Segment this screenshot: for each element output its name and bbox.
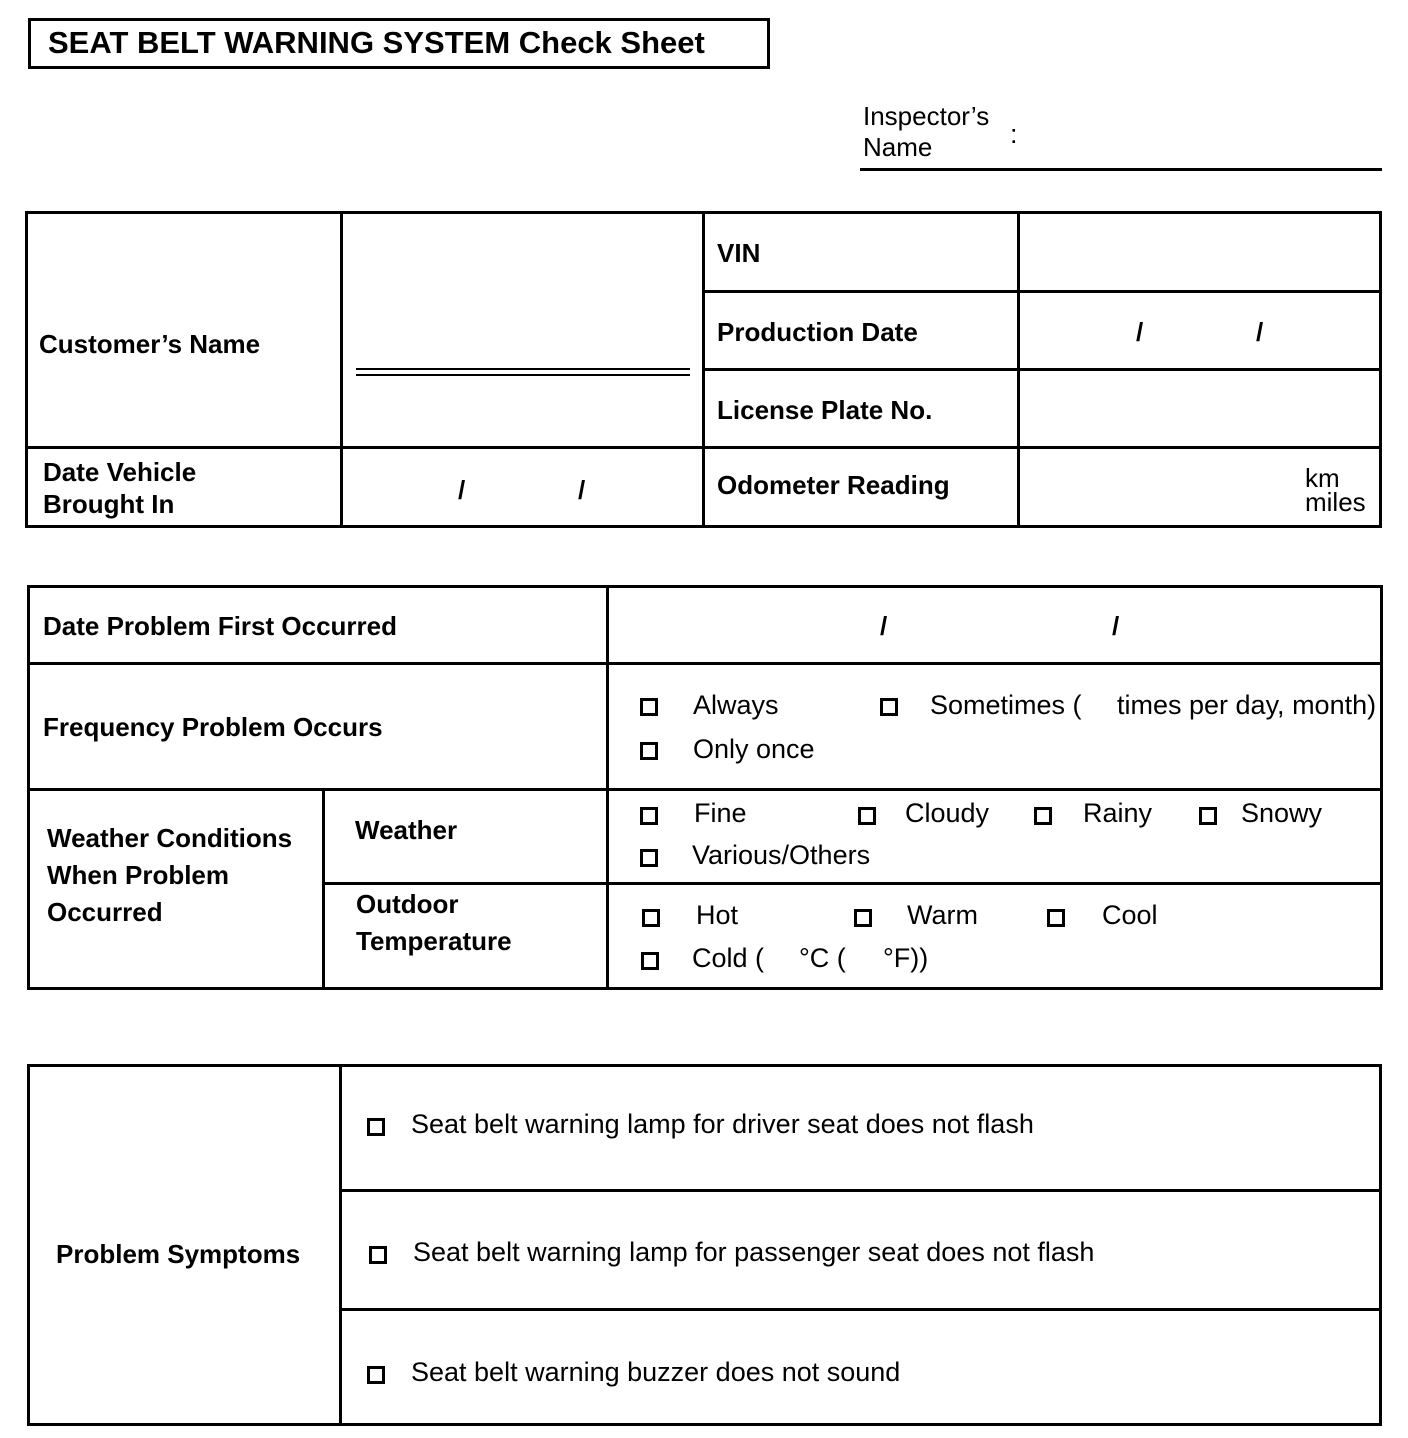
date-slash: / [880, 611, 888, 641]
checkbox-cool[interactable] [1047, 909, 1065, 927]
option-sometimes: Sometimes ( [930, 690, 1082, 720]
checkbox-buzzer[interactable] [367, 1366, 385, 1384]
label-line: Temperature [356, 926, 512, 956]
option-various: Various/Others [692, 840, 871, 870]
checkbox-cloudy[interactable] [858, 807, 876, 825]
divider [339, 1064, 342, 1426]
option-cold: Cold ( [692, 943, 765, 973]
inspector-name-field[interactable] [860, 168, 1382, 171]
option-snowy: Snowy [1241, 798, 1323, 828]
page-title: SEAT BELT WARNING SYSTEM Check Sheet [48, 25, 705, 60]
date-slash: / [1256, 317, 1264, 347]
customer-name-line [356, 374, 690, 376]
label-line: Weather Conditions [47, 823, 293, 853]
license-plate-label: License Plate No. [717, 395, 933, 425]
date-slash: / [1112, 611, 1120, 641]
inspector-label-line2: Name [863, 132, 933, 162]
option-fine: Fine [694, 798, 747, 828]
checkbox-cold[interactable] [641, 952, 659, 970]
label-line: Outdoor [356, 889, 459, 919]
symptom-driver-lamp: Seat belt warning lamp for driver seat does not flash [411, 1109, 1034, 1139]
label-line: Brought In [43, 489, 175, 519]
divider [702, 290, 1382, 293]
outdoor-temperature-label [356, 886, 512, 960]
option-warm: Warm [907, 900, 978, 930]
divider [339, 1189, 1382, 1192]
unit-miles: miles [1305, 487, 1366, 517]
option-always: Always [693, 690, 779, 720]
problem-symptoms-label: Problem Symptoms [56, 1239, 301, 1269]
odometer-label: Odometer Reading [717, 470, 950, 500]
odometer-units [1305, 463, 1366, 517]
checkbox-sometimes[interactable] [880, 698, 898, 716]
inspector-name-label [863, 101, 989, 163]
option-only-once: Only once [693, 734, 815, 764]
checkbox-driver-lamp[interactable] [367, 1118, 385, 1136]
date-brought-in-label [43, 456, 196, 520]
weather-label: Weather [355, 815, 458, 845]
weather-conditions-label [47, 820, 292, 931]
checkbox-fine[interactable] [640, 807, 658, 825]
date-slash: / [578, 475, 586, 505]
divider [27, 788, 1383, 791]
inspector-label-line1: Inspector’s [863, 101, 990, 131]
divider [27, 662, 1383, 665]
label-line: Date Vehicle [43, 457, 197, 487]
date-slash: / [458, 475, 466, 505]
checkbox-warm[interactable] [854, 909, 872, 927]
label-line: When Problem [47, 860, 230, 890]
date-first-occurred-label: Date Problem First Occurred [43, 611, 397, 641]
symptom-buzzer: Seat belt warning buzzer does not sound [411, 1357, 901, 1387]
production-date-label: Production Date [717, 317, 918, 347]
checkbox-hot[interactable] [642, 909, 660, 927]
unit-fahrenheit: °F)) [883, 943, 929, 973]
option-rainy: Rainy [1083, 798, 1153, 828]
checkbox-always[interactable] [640, 698, 658, 716]
option-sometimes-detail: times per day, month) [1117, 690, 1377, 720]
divider [322, 882, 1383, 885]
checkbox-passenger-lamp[interactable] [369, 1246, 387, 1264]
unit-celsius: °C ( [799, 943, 846, 973]
option-hot: Hot [696, 900, 739, 930]
divider [340, 211, 343, 528]
divider [25, 446, 1382, 449]
frequency-label: Frequency Problem Occurs [43, 712, 383, 742]
symptom-passenger-lamp: Seat belt warning lamp for passenger seat does not flash [413, 1237, 1095, 1267]
checkbox-rainy[interactable] [1034, 807, 1052, 825]
checkbox-snowy[interactable] [1199, 807, 1217, 825]
customer-name-label: Customer’s Name [39, 329, 261, 359]
divider [322, 788, 325, 990]
vin-label: VIN [717, 238, 761, 268]
divider [339, 1308, 1382, 1311]
option-cool: Cool [1102, 900, 1158, 930]
customer-name-field[interactable] [356, 368, 690, 370]
option-cloudy: Cloudy [905, 798, 990, 828]
checkbox-various[interactable] [640, 849, 658, 867]
label-line: Occurred [47, 897, 163, 927]
unit-km: km [1305, 463, 1340, 493]
inspector-colon: : [1010, 119, 1018, 149]
checkbox-only-once[interactable] [640, 742, 658, 760]
date-slash: / [1136, 317, 1144, 347]
divider [702, 368, 1382, 371]
